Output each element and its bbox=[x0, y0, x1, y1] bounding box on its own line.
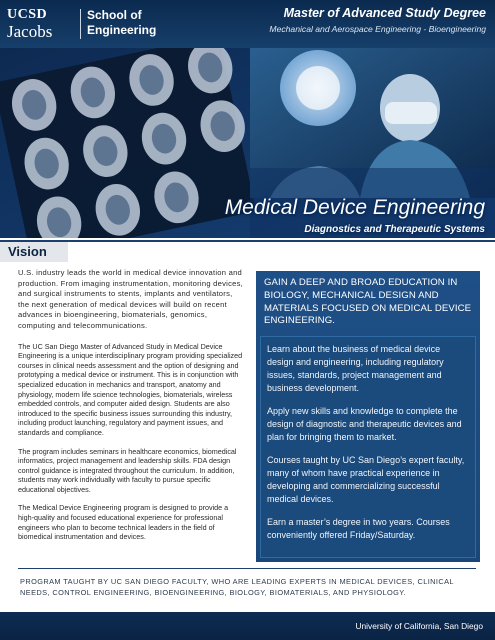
logo-school-text: School of bbox=[87, 8, 142, 22]
hero-image bbox=[0, 48, 495, 238]
section-divider bbox=[0, 240, 495, 242]
highlights-box bbox=[256, 271, 480, 562]
logo-engineering-text: Engineering bbox=[87, 23, 157, 37]
logo-jacobs-text: Jacobs bbox=[7, 22, 53, 41]
degree-title: Master of Advanced Study Degree bbox=[283, 6, 486, 20]
footer-bar bbox=[0, 612, 495, 640]
degree-subtitle: Mechanical and Aerospace Engineering - Bioengineering bbox=[269, 24, 486, 34]
hero-subtitle: Diagnostics and Therapeutic Systems bbox=[304, 224, 485, 235]
vision-paragraph: U.S. industry leads the world in medical device innovation and production. From imaging instrumentation, monitoring devices, and surgical instruments to stents, implants and ventilators, the next generation of medical devices will build on recent advances in bioengineering, biomaterials, genomics, computing and telecommunications. bbox=[18, 268, 244, 330]
vision-text-column bbox=[18, 268, 246, 551]
vision-heading: Vision bbox=[8, 244, 47, 259]
highlight-item: Earn a master’s degree in two years. Courses conveniently offered Friday/Saturday. bbox=[267, 517, 450, 540]
highlight-item: Learn about the business of medical device design and engineering, including regulatory issues, standards, project management and business development. bbox=[267, 344, 444, 393]
hero-title: Medical Device Engineering bbox=[224, 196, 485, 219]
header-bar bbox=[0, 0, 495, 48]
logo-ucsd-text: UCSD bbox=[7, 7, 48, 22]
highlight-item: Apply new skills and knowledge to complete the design of diagnostic and therapeutic devices and plan for bringing them to market. bbox=[267, 406, 462, 442]
vision-paragraph: The program includes seminars in healthcare economics, biomedical informatics, project management and leadership skills. FDA design control guidance is integrated throughout the curriculum. In addition, students may work individually with faculty to pursue specific educational objectives. bbox=[18, 446, 237, 494]
highlights-list bbox=[260, 336, 476, 558]
vision-paragraph: The UC San Diego Master of Advanced Study in Medical Device Engineering is a unique interdisciplinary program providing specialized courses in clinical needs assessment and the option of designing and prototyping a medical device or instrument. This is in conjunction with specialized education in mechanics and transport, anatomy and physiology, modern life science technologies, biomaterials, wireless embedded controls, and computer aided design. Students are also introduced to the specific business issues surrounding this industry, including product launching, regulatory and payment issues, and standards and compliance. bbox=[18, 341, 243, 437]
logo-divider bbox=[80, 9, 81, 39]
highlights-heading: GAIN A DEEP AND BROAD EDUCATION IN BIOLOGY, MECHANICAL DESIGN AND MATERIALS FOCUSED ON MEDICAL DEVICE ENGINEERING. bbox=[264, 277, 472, 327]
footer-text: University of California, San Diego bbox=[355, 621, 483, 631]
vision-heading-tab bbox=[0, 240, 68, 262]
program-note: PROGRAM TAUGHT BY UC SAN DIEGO FACULTY, WHO ARE LEADING EXPERTS IN MEDICAL DEVICES, CLINICAL NEEDS, CONTROL ENGINEERING, BIOENGINEERING, BIOLOGY, BIOMATERIALS, AND PHYSIOLOGY. bbox=[20, 577, 454, 597]
ucsd-jacobs-logo[interactable] bbox=[7, 7, 157, 41]
vision-paragraph: The Medical Device Engineering program is designed to provide a high-quality and focused educational experience for professional engineers who plan to become technical leaders in the field of biomedical instrumentation and devices. bbox=[18, 503, 229, 542]
program-divider bbox=[18, 568, 476, 569]
highlight-item: Courses taught by UC San Diego’s expert faculty, many of whom have practical experience in developing and commercializing successful medical devices. bbox=[267, 455, 465, 504]
